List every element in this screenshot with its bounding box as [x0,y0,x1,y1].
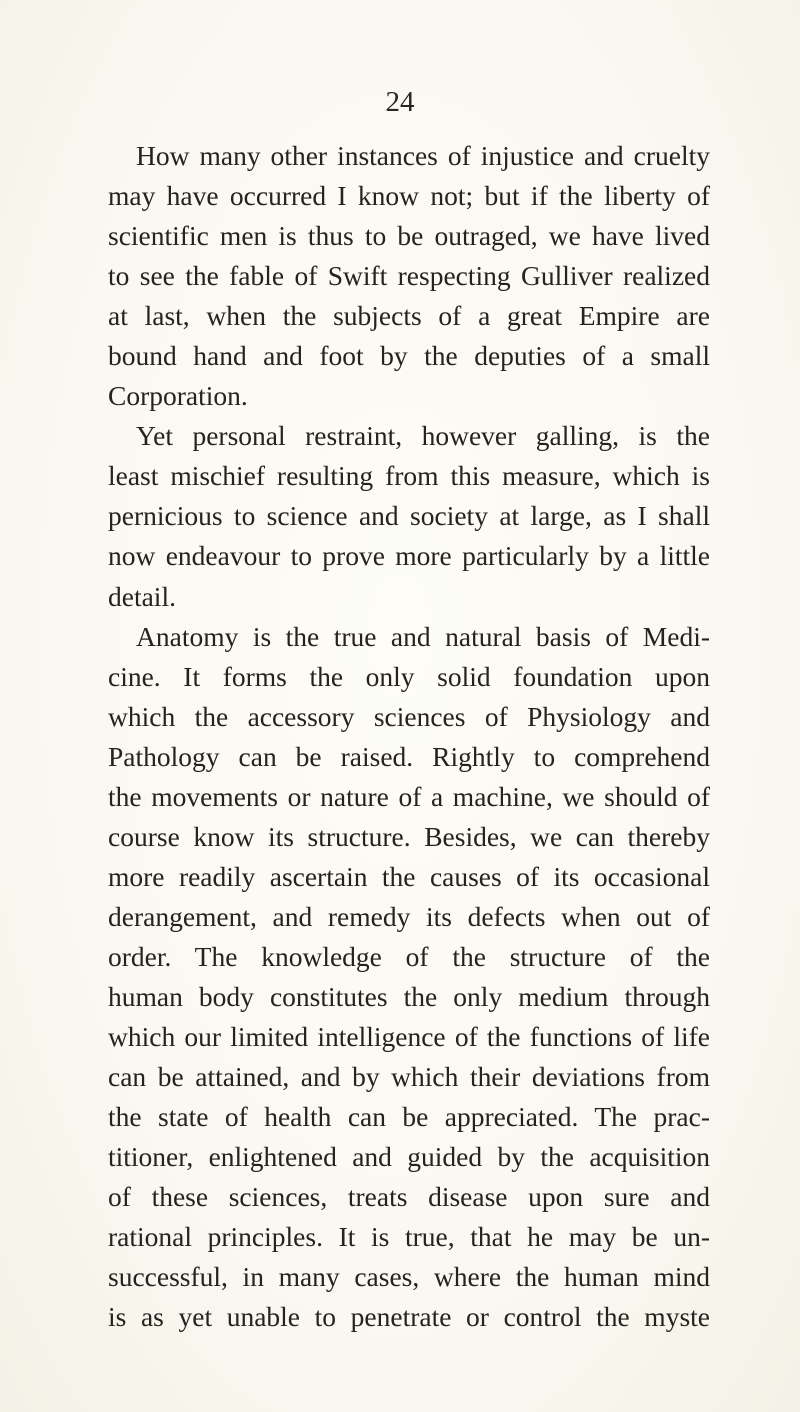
text-line: order. The knowledge of the structure of the [108,940,710,972]
text-line: which the accessory sciences of Physiology and [108,700,710,732]
text-line: to see the fable of Swift respecting Gulliver realized [108,260,710,292]
text-line: Corporation. [108,380,248,412]
text-line: rational principles. It is true, that he may be un- [108,1221,710,1253]
text-line: bound hand and foot by the deputies of a small [108,340,710,372]
page-number: 24 [385,86,415,118]
text-line: least mischief resulting from this measure, which is [108,460,710,492]
text-line: derangement, and remedy its defects when out of [108,900,710,932]
text-line: which our limited intelligence of the functions of life [108,1021,710,1053]
text-line: detail. [108,580,176,612]
text-line: can be attained, and by which their deviations from [108,1061,710,1093]
text-line: How many other instances of injustice and cruelty [136,140,710,171]
text-line: titioner, enlightened and guided by the acquisition [108,1141,710,1173]
text-line: may have occurred I know not; but if the liberty of [108,180,710,212]
text-line: Anatomy is the true and natural basis of Medi- [136,620,710,652]
text-line: the state of health can be appreciated. The prac- [108,1101,710,1133]
text-line: human body constitutes the only medium through [108,980,710,1012]
text-line: now endeavour to prove more particularly by a little [108,540,710,572]
text-line: course know its structure. Besides, we can thereby [108,820,710,852]
text-line: at last, when the subjects of a great Empire are [108,300,710,332]
text-line: more readily ascertain the causes of its occasional [108,860,710,892]
text-line: scientific men is thus to be outraged, we have lived [108,220,710,252]
body-text [108,136,710,1337]
text-line: cine. It forms the only solid foundation upon [108,660,710,692]
text-line: pernicious to science and society at large, as I shall [108,500,710,532]
text-line: successful, in many cases, where the human mind [108,1261,710,1293]
text-line: Yet personal restraint, however galling, is the [136,420,710,452]
text-line: the movements or nature of a machine, we should of [108,780,710,812]
text-line: of these sciences, treats disease upon sure and [108,1181,710,1213]
text-line: Pathology can be raised. Rightly to comprehend [108,740,710,772]
text-line: is as yet unable to penetrate or control the myste [108,1301,710,1333]
